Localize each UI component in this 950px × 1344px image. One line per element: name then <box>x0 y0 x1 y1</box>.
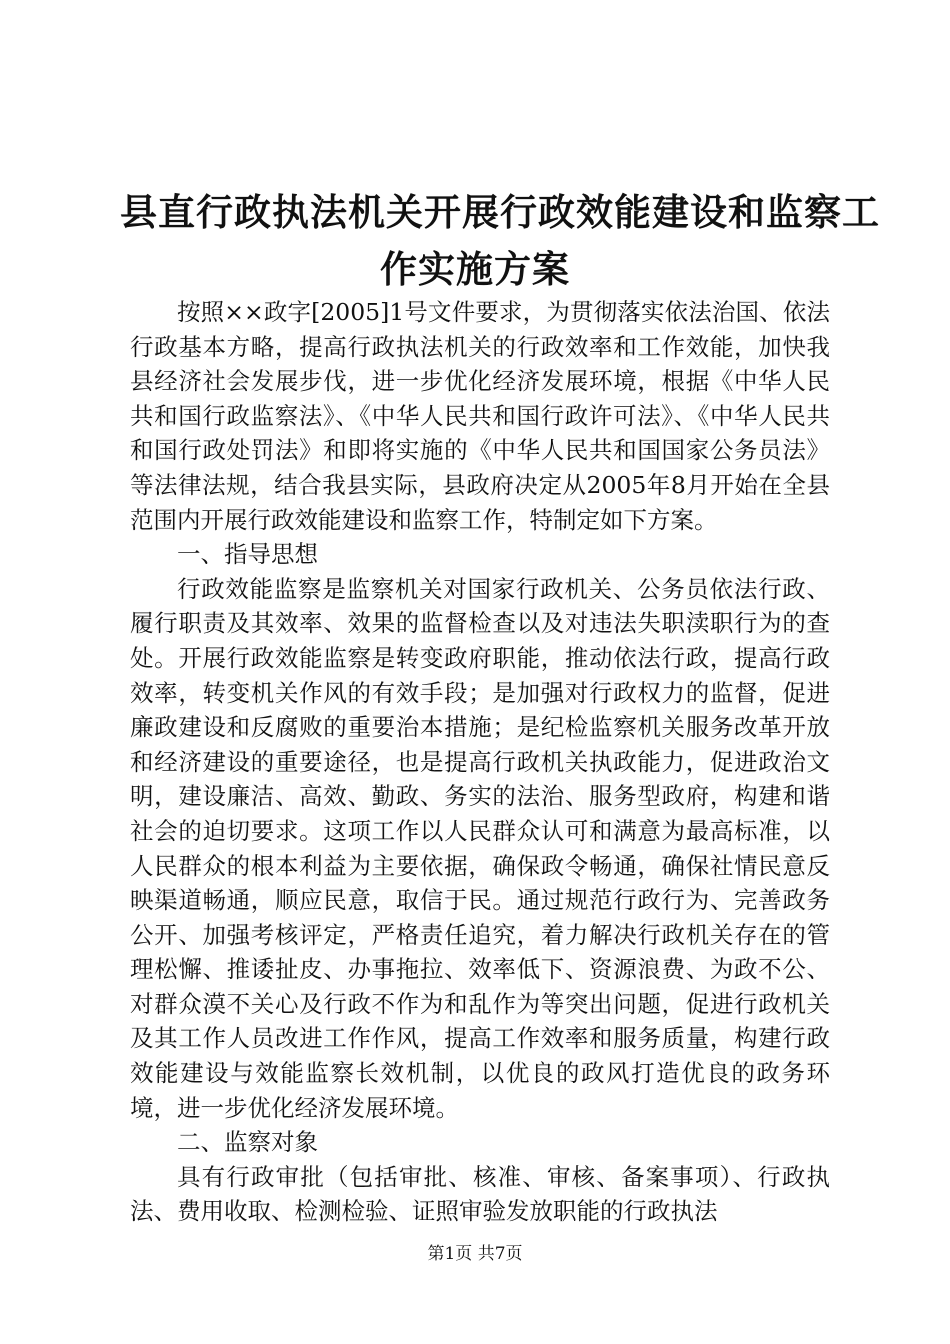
document-body <box>130 295 830 1229</box>
section-heading-guiding-thought: 一、指导思想 <box>177 540 318 569</box>
section-paragraph-supervision-targets: 具有行政审批（包括审批、核准、审核、备案事项）、行政执法、费用收取、检测检验、证照审验发放职能的行政执法 <box>130 1162 830 1226</box>
document-title-line-2: 作实施方案 <box>380 247 570 291</box>
section-heading-supervision-targets: 二、监察对象 <box>177 1128 318 1157</box>
intro-paragraph: 按照××政字[2005]1号文件要求，为贯彻落实依法治国、依法行政基本方略，提高行政执法机关的行政效率和工作效能，加快我县经济社会发展步伐，进一步优化经济发展环境，根据《中华人民共和国行政监察法》、《中华人民共和国行政许可法》、《中华人民共和国行政处罚法》和即将实施的《中华人民共和国国家公务员法》等法律法规，结合我县实际，县政府决定从2005年8月开始在全县范围内开展行政效能建设和监察工作，特制定如下方案。 <box>130 298 830 534</box>
document-title-line-1: 县直行政执法机关开展行政效能建设和监察工 <box>120 190 880 234</box>
section-paragraph-guiding-thought: 行政效能监察是监察机关对国家行政机关、公务员依法行政、履行职责及其效率、效果的监督检查以及对违法失职渎职行为的查处。开展行政效能监察是转变政府职能，推动依法行政，提高行政效率，转变机关作风的有效手段；是加强对行政权力的监督，促进廉政建设和反腐败的重要治本措施；是纪检监察机关服务改革开放和经济建设的重要途径，也是提高行政机关执政能力，促进政治文明，建设廉洁、高效、勤政、务实的法治、服务型政府，构建和谐社会的迫切要求。这项工作以人民群众认可和满意为最高标准，以人民群众的根本利益为主要依据，确保政令畅通，确保社情民意反映渠道畅通，顺应民意，取信于民。通过规范行政行为、完善政务公开、加强考核评定，严格责任追究，着力解决行政机关存在的管理松懈、推诿扯皮、办事拖拉、效率低下、资源浪费、为政不公、对群众漠不关心及行政不作为和乱作为等突出问题，促进行政机关及其工作人员改进工作作风，提高工作效率和服务质量，构建行政效能建设与效能监察长效机制，以优良的政风打造优良的政务环境，进一步优化经济发展环境。 <box>130 574 830 1122</box>
page-number-footer: 第1页 共7页 <box>427 1244 523 1264</box>
